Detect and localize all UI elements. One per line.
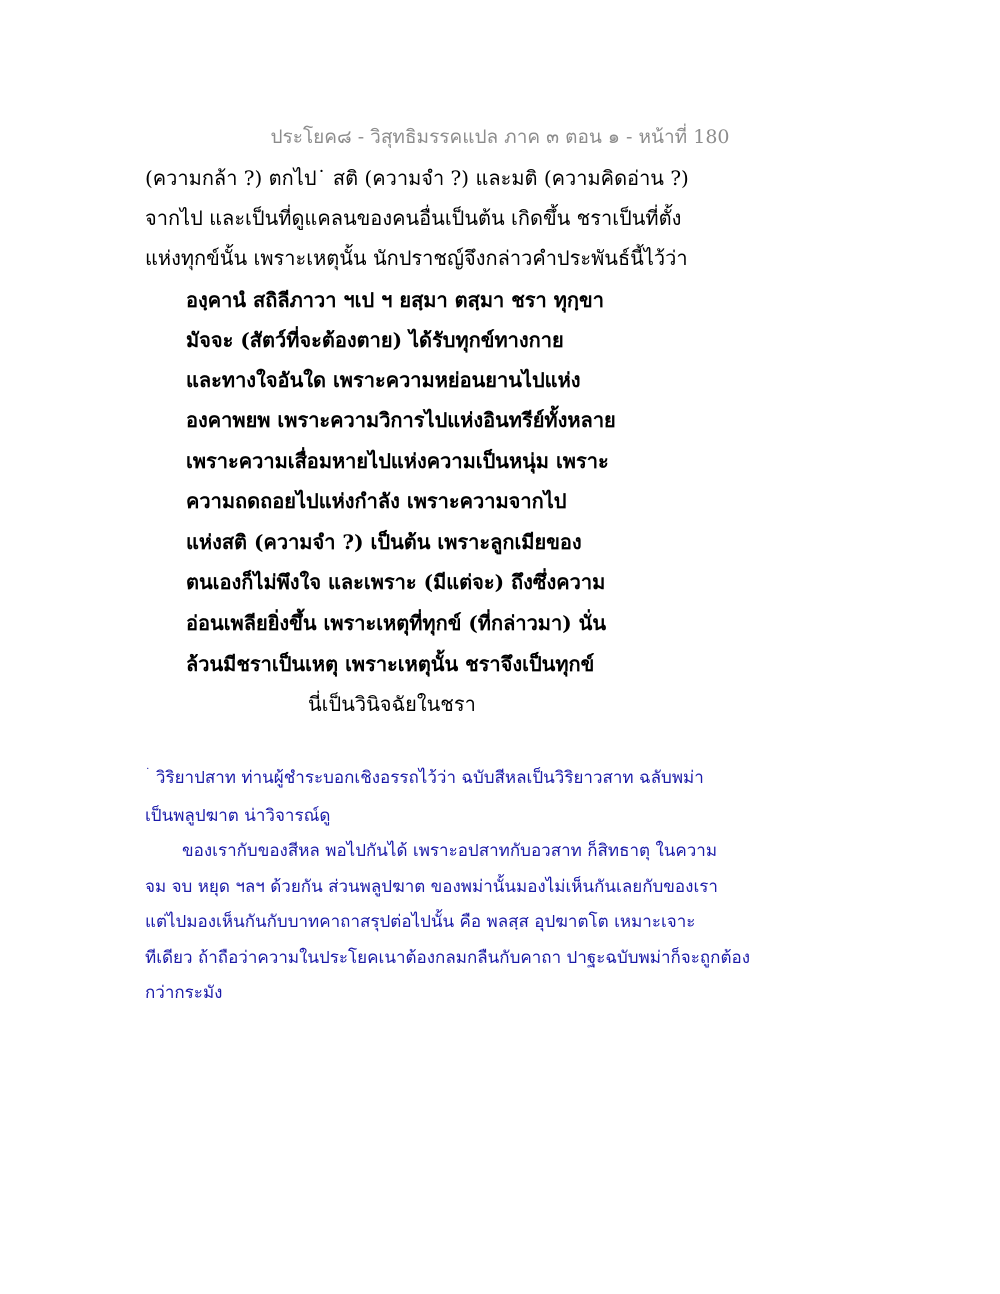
- footnote-line: แต่ไปมองเห็นกันกับบาทคาถาสรุปต่อไปนั้น คือ พลสฺส อุปฆาตโต เหมาะเจาะ: [145, 912, 696, 932]
- body-line: (ความกล้า ?) ตกไป˙ สติ (ความจำ ?) และมติ (ความคิดอ่าน ?): [145, 166, 689, 190]
- verse-line: มัจจะ (สัตว์ที่จะต้องตาย) ได้รับทุกข์ทางกาย: [186, 328, 564, 352]
- body-line: แห่งทุกข์นั้น เพราะเหตุนั้น นักปราชญ์จึงกล่าวคำประพันธ์นี้ไว้ว่า: [145, 246, 688, 270]
- footnote-text: วิริยาปสาท ท่านผู้ชำระบอกเชิงอรรถไว้ว่า ฉบับสีหลเป็นวิริยาวสาท ฉลับพม่า: [155, 768, 704, 788]
- footnote-marker: ˙: [145, 766, 151, 780]
- verse-line: ความถดถอยไปแห่งกำลัง เพราะความจากไป: [186, 489, 567, 513]
- footnote-line: ทีเดียว ถ้าถือว่าความในประโยคเนาต้องกลมกลืนกับคาถา ปาฐะฉบับพม่าก็จะถูกต้อง: [145, 948, 751, 968]
- footnote-line: จม จบ หยุด ฯลฯ ด้วยกัน ส่วนพลูปฆาต ของพม่านั้นมองไม่เห็นกันเลยกับของเรา: [145, 877, 718, 897]
- verse-line: เพราะความเสื่อมหายไปแห่งความเป็นหนุ่ม เพราะ: [186, 449, 609, 473]
- verse-line: องคาพยพ เพราะความวิการไปแห่งอินทรีย์ทั้งหลาย: [186, 408, 616, 432]
- verse-closing: นี่เป็นวินิจฉัยในชรา: [308, 692, 476, 716]
- footnote-line: ของเรากับของสีหล พอไปกันได้ เพราะอปสาทกับอวสาท ก็สิทธาตุ ในความ: [182, 841, 718, 861]
- verse-line: องฺคานํ สถิลีภาวา ฯเป ฯ ยสฺมา ตสฺมา ชรา ทุกฺขา: [186, 288, 604, 312]
- verse-line: และทางใจอันใด เพราะความหย่อนยานไปแห่ง: [186, 368, 581, 392]
- verse-line: อ่อนเพลียยิ่งขึ้น เพราะเหตุที่ทุกข์ (ที่กล่าวมา) นั่น: [186, 611, 606, 635]
- verse-line: แห่งสติ (ความจำ ?) เป็นต้น เพราะลูกเมียของ: [186, 530, 582, 554]
- page-header: ประโยค๘ - วิสุทธิมรรคแปล ภาค ๓ ตอน ๑ - หน้าที่ 180: [270, 126, 730, 148]
- verse-line: ตนเองก็ไม่พึงใจ และเพราะ (มีแต่จะ) ถึงซึ่งความ: [186, 570, 606, 594]
- footnote-line: กว่ากระมัง: [145, 983, 223, 1003]
- footnote-line: [145, 764, 704, 791]
- body-line: จากไป และเป็นที่ดูแคลนของคนอื่นเป็นต้น เกิดขึ้น ชราเป็นที่ตั้ง: [145, 206, 682, 230]
- footnote-line: เป็นพลูปฆาต น่าวิจารณ์ดู: [145, 806, 331, 826]
- verse-line: ล้วนมีชราเป็นเหตุ เพราะเหตุนั้น ชราจึงเป็นทุกข์: [186, 652, 595, 676]
